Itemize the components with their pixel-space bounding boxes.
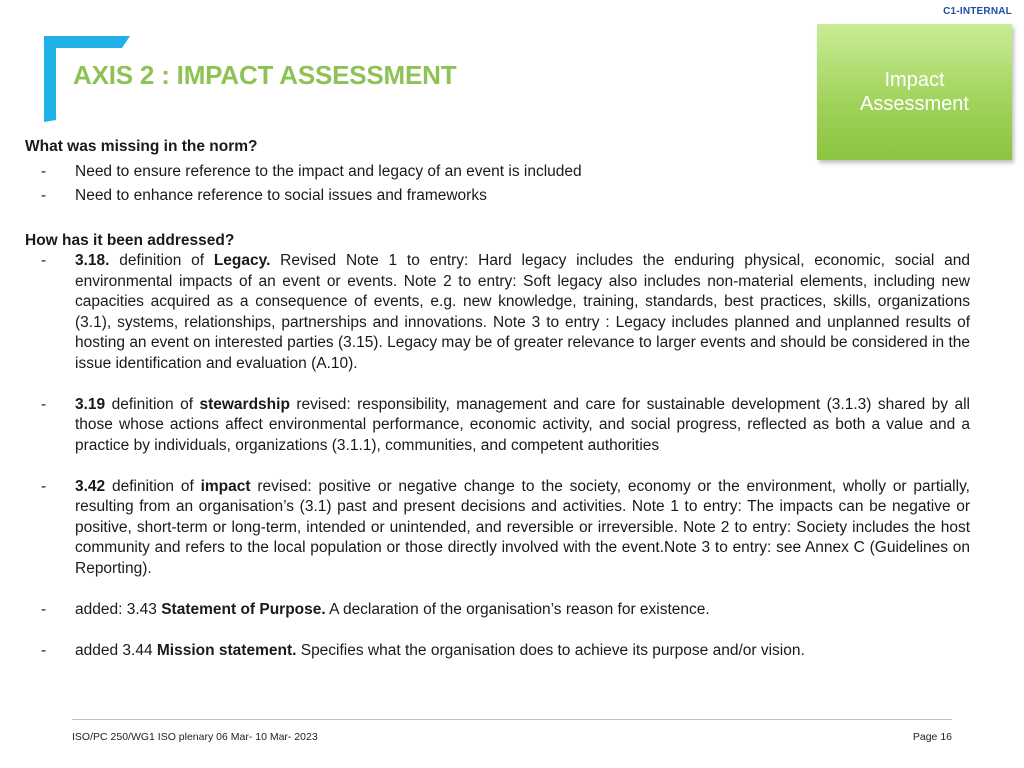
- addressed-item-text: [75, 641, 970, 662]
- page-number: Page 16: [912, 731, 952, 743]
- item-text: Specifies what the organisation does to achieve its purpose and/or vision.: [296, 641, 805, 659]
- addressed-item-text: [75, 395, 970, 457]
- footer-meeting-info: ISO/PC 250/WG1 ISO plenary 06 Mar- 10 Mar- 2023: [72, 731, 318, 743]
- list-item: - 3.18. definition of Legacy. Revised Note 1 to entry: Hard legacy includes the enduring physical, economic, social and environmental impacts of an event or events. Note 2 to entry: Soft legacy also includes non-material elements, including new capacities acquired as a consequence of events, e.g. new knowledge, training, standards, best practices, skills, organizations (3.1), systems, relationships, partnerships and innovations. Note 3 to entry : Legacy includes planned and unplanned results of hosting an event on interested parties (3.15). Legacy may be of greater relevance to larger events and should be considered in the issue identification and evaluation (A.10).: [25, 251, 970, 374]
- addressed-item-text: [75, 477, 970, 580]
- list-item: - Need to enhance reference to social issues and frameworks: [25, 186, 970, 207]
- item-ref: 3.18.: [75, 252, 110, 269]
- missing-item-text: Need to ensure reference to the impact and legacy of an event is included: [75, 162, 582, 180]
- list-item: - added 3.44 Mission statement. Specifies what the organisation does to achieve its purpose and/or vision.: [25, 641, 970, 662]
- classification-label: C1-INTERNAL: [943, 6, 1012, 17]
- item-term: Mission statement.: [156, 641, 297, 659]
- addressed-heading: How has it been addressed?: [25, 231, 235, 249]
- addressed-section: [25, 231, 970, 662]
- page-title: AXIS 2 : IMPACT ASSESSMENT: [73, 60, 457, 90]
- list-item: - 3.19 definition of stewardship revised: responsibility, management and care for sustainable development (3.1.3) shared by all those whose actions affect environmental performance, economic activity, and social progress, reflected as both a value and a practice by individuals, organizations (3.1.1), communities, and competent authorities: [25, 395, 970, 457]
- missing-section: [25, 137, 970, 207]
- item-text: A declaration of the organisation’s reason for existence.: [325, 600, 710, 618]
- slide-content: [25, 137, 970, 661]
- item-pre: definition of: [105, 395, 200, 413]
- section-badge-line2: Assessment: [860, 93, 969, 115]
- item-pre: added: 3.43: [75, 600, 162, 618]
- list-item: - 3.42 definition of impact revised: positive or negative change to the society, economy or the environment, wholly or partially, resulting from an organisation’s (3.1) past and present decisions and activities. Note 1 to entry: The impacts can be negative or positive, short-term or long-term, intended or unintended, and reversible or irreversible. Note 2 to entry: Society includes the host community and refers to the local population or those directly involved with the event.Note 3 to entry: see Annex C (Guidelines on Reporting).: [25, 477, 970, 580]
- item-ref: 3.42: [75, 477, 106, 495]
- missing-item-text: Need to enhance reference to social issues and frameworks: [75, 187, 487, 204]
- item-ref: 3.19: [75, 395, 106, 413]
- addressed-item-text: [75, 251, 970, 374]
- footer-divider: [72, 719, 952, 720]
- item-term: Legacy.: [213, 252, 271, 269]
- item-text: Revised Note 1 to entry: Hard legacy includes the enduring physical, economic, social and environmental impacts of an event or events. Note 2 to entry: Soft legacy also includes non-material elements, including new capacities acquired as a consequence of events, e.g. new knowledge, training, standards, best practices, skills, organizations (3.1), systems, relationships, partnerships and innovations. Note 3 to entry : Legacy includes planned and unplanned results of hosting an event on interested parties (3.15). Legacy may be of greater relevance to larger events and should be considered in the issue identification and evaluation (A.10).: [75, 252, 970, 372]
- item-pre: added 3.44: [75, 641, 157, 659]
- list-item: - Need to ensure reference to the impact and legacy of an event is included: [25, 162, 970, 183]
- item-term: Statement of Purpose.: [161, 600, 326, 618]
- section-badge-line1: Impact: [884, 69, 945, 91]
- addressed-list: [25, 251, 970, 661]
- missing-heading: What was missing in the norm?: [25, 138, 258, 155]
- item-term: stewardship: [199, 395, 290, 413]
- item-text: revised: responsibility, management and care for sustainable development (3.1.3) shared by all those whose actions affect environmental performance, economic activity, and social progress, reflected as both a value and a practice by individuals, organizations (3.1.1), communities, and competent authorities: [75, 395, 970, 454]
- item-pre: definition of: [109, 252, 214, 269]
- item-term: impact: [200, 477, 251, 495]
- item-text: revised: positive or negative change to the society, economy or the environment, wholly or partially, resulting from an organisation’s (3.1) past and present decisions and activities. Note 1 to entry: The impacts can be negative or positive, short-term or long-term, intended or unintended, and reversible or irreversible. Note 2 to entry: Society includes the host community and refers to the local population or those directly involved with the event.Note 3 to entry: see Annex C (Guidelines on Reporting).: [75, 477, 970, 577]
- missing-list: [25, 162, 970, 207]
- item-pre: definition of: [105, 477, 201, 495]
- addressed-item-text: [75, 600, 970, 621]
- list-item: - added: 3.43 Statement of Purpose. A declaration of the organisation’s reason for existence.: [25, 600, 970, 621]
